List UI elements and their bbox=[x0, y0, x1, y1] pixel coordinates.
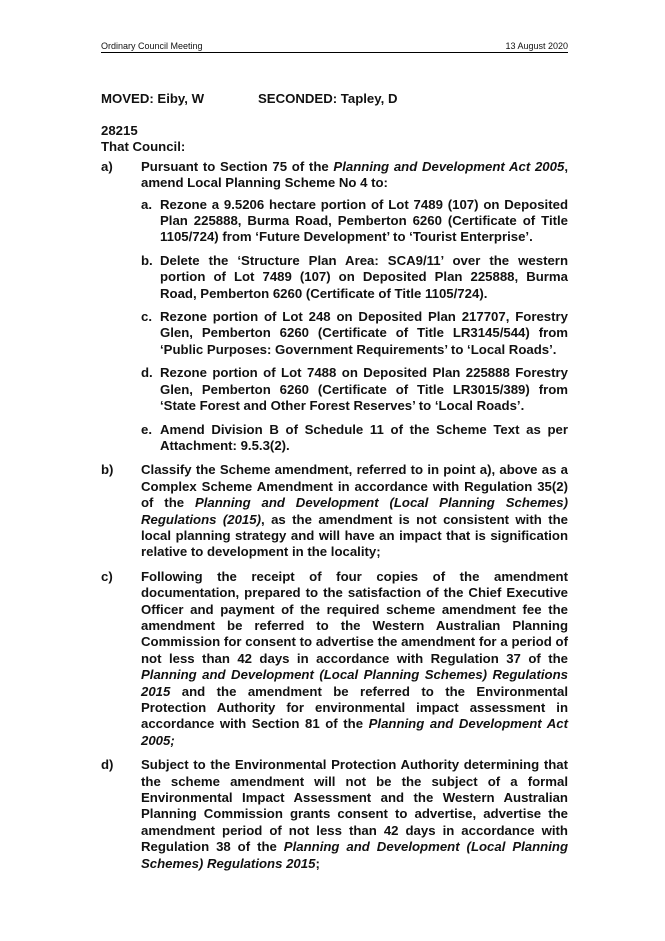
item-text: Subject to the Environmental Protection Authority determining that the scheme amendment will not be the subject of a formal Environmental Impact Assessment and the Western Australian Planning Commission grants consent to advertise, advertise the amendment period of not less than 42 days in accordance with Regulation 38 of the Planning and Development (Local Planning Schemes) Regulations 2015; bbox=[141, 757, 569, 871]
subitem-list bbox=[141, 197, 568, 455]
resolution-item-d bbox=[101, 757, 568, 872]
subitem-marker: d. bbox=[141, 365, 153, 381]
subitem bbox=[141, 365, 568, 414]
resolution-content bbox=[101, 91, 568, 880]
resolution-item-c bbox=[101, 569, 568, 749]
subitem bbox=[141, 309, 568, 358]
item-marker: d) bbox=[101, 757, 114, 773]
page-header bbox=[101, 40, 568, 53]
item-marker: a) bbox=[101, 158, 113, 174]
header-meeting-title: Ordinary Council Meeting bbox=[101, 41, 203, 51]
motion-line bbox=[101, 91, 568, 109]
subitem-marker: a. bbox=[141, 196, 152, 212]
item-text: Classify the Scheme amendment, referred to in point a), above as a Complex Scheme Amendment in accordance with Regulation 35(2) of the Planning and Development (Local Planning Schemes) Regulations (2015), as the amendment is not consistent with the local planning strategy and will have an impact that is signification relative to development in the locality; bbox=[141, 462, 568, 560]
moved-by: MOVED: Eiby, W bbox=[101, 91, 205, 106]
subitem-marker: e. bbox=[141, 421, 152, 437]
item-marker: b) bbox=[101, 462, 114, 478]
subitem bbox=[141, 197, 568, 246]
resolution-intro: That Council: bbox=[101, 139, 186, 155]
subitem-text: Amend Division B of Schedule 11 of the Scheme Text as per Attachment: 9.5.3(2). bbox=[160, 421, 568, 453]
seconded-by: SECONDED: Tapley, D bbox=[258, 91, 398, 106]
resolution-number: 28215 bbox=[101, 123, 138, 138]
subitem-marker: c. bbox=[141, 309, 152, 325]
item-marker: c) bbox=[101, 568, 113, 584]
header-date: 13 August 2020 bbox=[505, 41, 568, 51]
subitem-text: Rezone a 9.5206 hectare portion of Lot 7489 (107) on Deposited Plan 225888, Burma Road, Pemberton 6260 (Certificate of Title 1105/724) from ‘Future Development’ to ‘Tourist Enterprise’. bbox=[160, 196, 568, 245]
subitem bbox=[141, 253, 568, 302]
subitem bbox=[141, 422, 568, 455]
subitem-text: Rezone portion of Lot 7488 on Deposited Plan 225888 Forestry Glen, Pemberton 6260 (Certificate of Title LR3015/389) from ‘State Forest and Other Forest Reserves’ to ‘Local Roads’. bbox=[160, 365, 568, 414]
subitem-text: Rezone portion of Lot 248 on Deposited Plan 217707, Forestry Glen, Pemberton 6260 (Certificate of Title LR3145/544) from ‘Public Purposes: Government Requirements’ to ‘Local Roads’. bbox=[160, 309, 568, 357]
resolution-item-a bbox=[101, 159, 568, 455]
item-text: Pursuant to Section 75 of the Planning and Development Act 2005, amend Local Planning Scheme No 4 to: bbox=[141, 158, 568, 191]
resolution-item-b bbox=[101, 462, 568, 560]
item-text: Following the receipt of four copies of the amendment documentation, prepared to the satisfaction of the Chief Executive Officer and payment of the required scheme amendment fee the amendment be referred to the Western Australian Planning Commission for consent to advertise the amendment for a period of not less than 42 days in accordance with Regulation 37 of the Planning and Development (Local Planning Schemes) Regulations 2015 and the amendment be referred to the Environmental Protection Authority for environmental impact assessment in accordance with Section 81 of the Planning and Development Act 2005; bbox=[141, 568, 569, 748]
subitem-marker: b. bbox=[141, 252, 153, 268]
subitem-text: Delete the ‘Structure Plan Area: SCA9/11’ over the western portion of Lot 7489 (107) on Deposited Plan 225888, Burma Road, Pemberton 6260 (Certificate of Title 1105/724). bbox=[160, 252, 568, 301]
